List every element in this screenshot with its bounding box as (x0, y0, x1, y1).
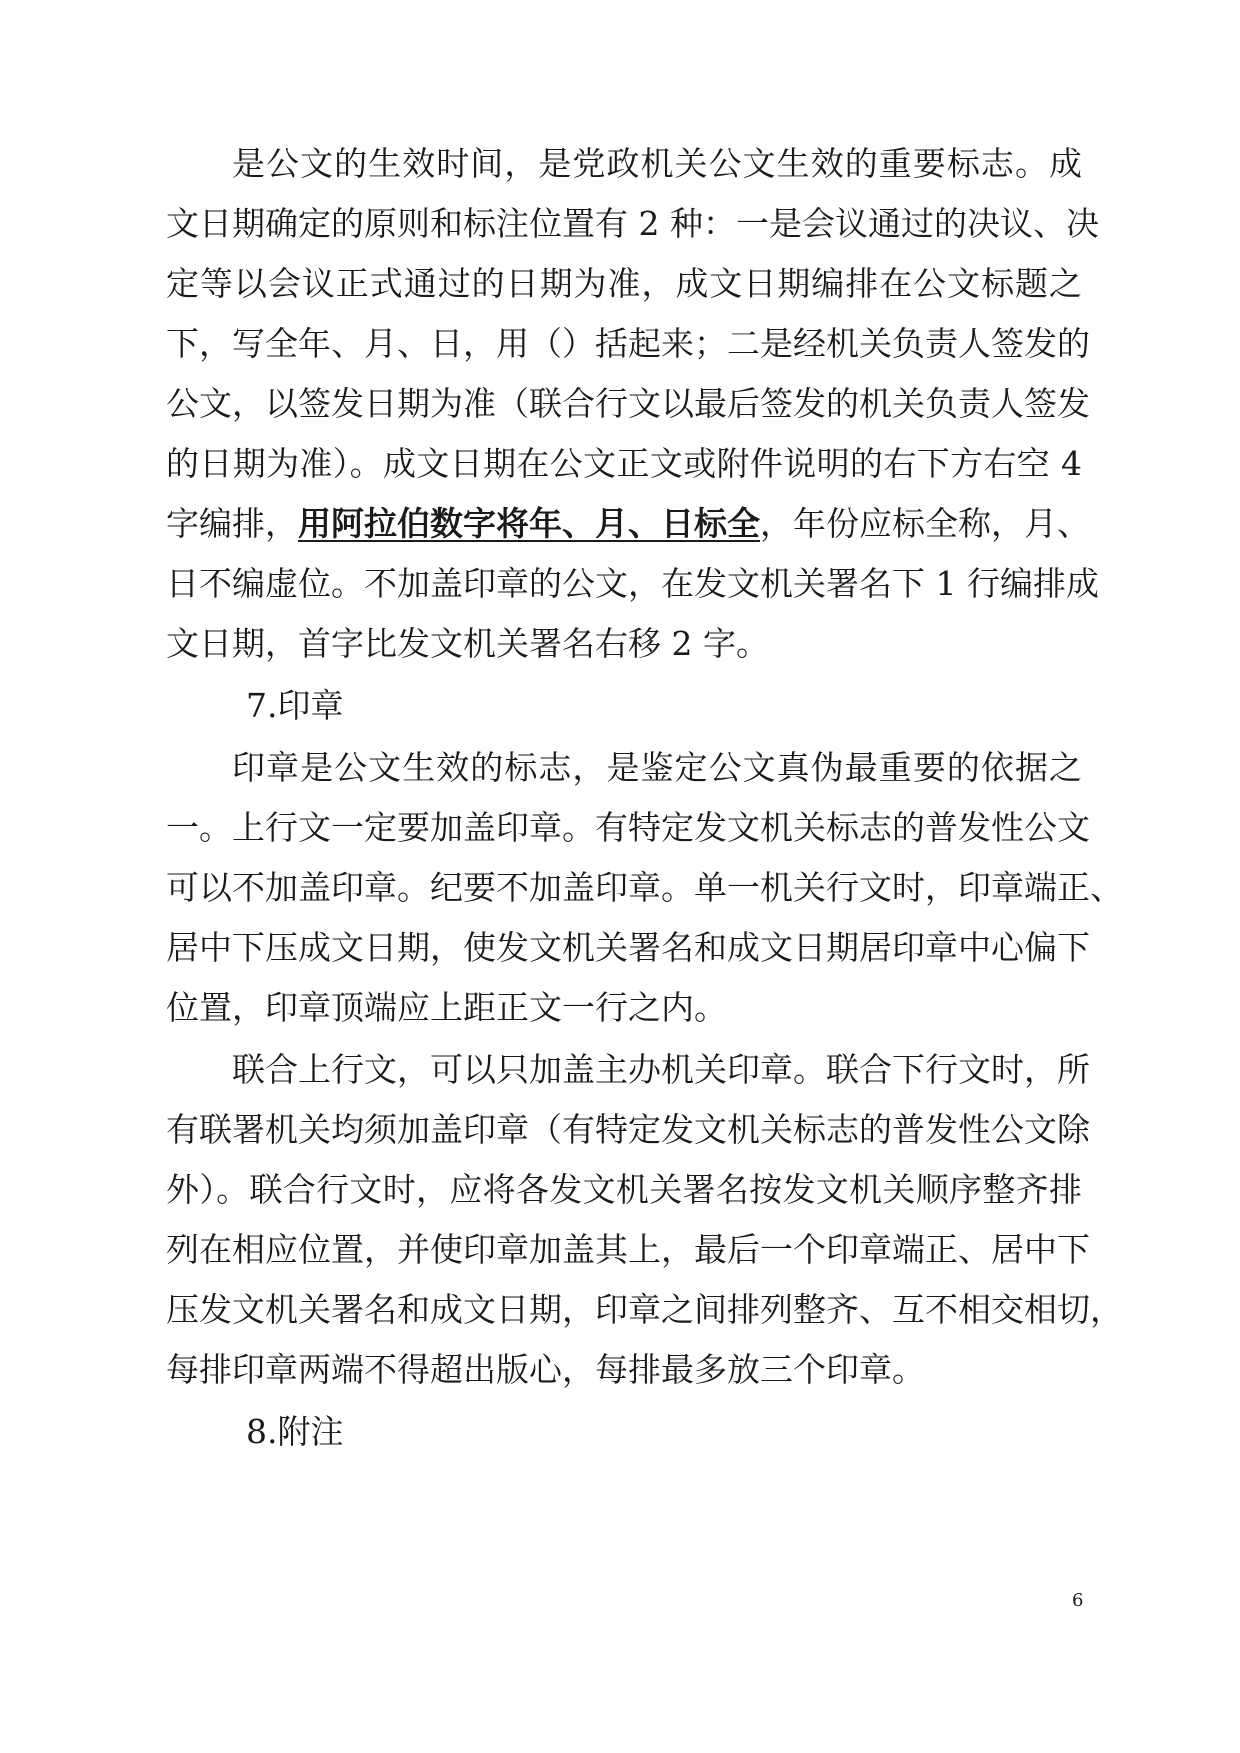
page-number: 6 (1072, 1590, 1084, 1611)
line-7-text-after: ，年份应标全称，月、 (760, 504, 1090, 543)
paragraph-1-line-3: 定等以会议正式通过的日期为准，成文日期编排在公文标题之 (166, 264, 1082, 303)
paragraph-3-line-3: 外）。联合行文时，应将各发文机关署名按发文机关顺序整齐排 (166, 1170, 1082, 1209)
paragraph-1-line-8: 日不编虚位。不加盖印章的公文，在发文机关署名下 1 行编排成 (166, 564, 1099, 603)
emphasized-underlined-text: 用阿拉伯数字将年、月、日标全 (298, 504, 760, 543)
paragraph-1-line-6: 的日期为准）。成文日期在公文正文或附件说明的右下方右空 4 (166, 444, 1082, 483)
paragraph-1-line-9: 文日期，首字比发文机关署名右移 2 字。 (166, 624, 769, 663)
section-heading-8: 8.附注 (246, 1412, 344, 1451)
paragraph-1-line-5: 公文，以签发日期为准（联合行文以最后签发的机关负责人签发 (166, 384, 1090, 423)
paragraph-3-line-4: 列在相应位置，并使印章加盖其上，最后一个印章端正、居中下 (166, 1230, 1090, 1269)
paragraph-1-line-7 (166, 502, 1090, 546)
paragraph-2-line-4: 居中下压成文日期，使发文机关署名和成文日期居印章中心偏下 (166, 928, 1090, 967)
paragraph-3-line-5: 压发文机关署名和成文日期，印章之间排列整齐、互不相交相切， (166, 1290, 1123, 1329)
paragraph-2-line-2: 一。上行文一定要加盖印章。有特定发文机关标志的普发性公文 (166, 808, 1090, 847)
paragraph-3-line-2: 有联署机关均须加盖印章（有特定发文机关标志的普发性公文除 (166, 1110, 1090, 1149)
paragraph-3-line-1: 联合上行文，可以只加盖主办机关印章。联合下行文时，所 (232, 1050, 1090, 1089)
paragraph-1-line-2: 文日期确定的原则和标注位置有 2 种：一是会议通过的决议、决 (166, 204, 1099, 243)
line-7-text-before: 字编排， (166, 504, 298, 543)
paragraph-1-line-4: 下，写全年、月、日，用（）括起来；二是经机关负责人签发的 (166, 324, 1090, 363)
paragraph-2-line-3: 可以不加盖印章。纪要不加盖印章。单一机关行文时，印章端正、 (166, 868, 1123, 907)
paragraph-1-line-1: 是公文的生效时间，是党政机关公文生效的重要标志。成 (232, 144, 1082, 183)
paragraph-2-line-1: 印章是公文生效的标志，是鉴定公文真伪最重要的依据之 (232, 748, 1082, 787)
section-heading-7: 7.印章 (246, 686, 344, 725)
paragraph-2-line-5: 位置，印章顶端应上距正文一行之内。 (166, 988, 727, 1027)
paragraph-3-line-6: 每排印章两端不得超出版心，每排最多放三个印章。 (166, 1350, 925, 1389)
